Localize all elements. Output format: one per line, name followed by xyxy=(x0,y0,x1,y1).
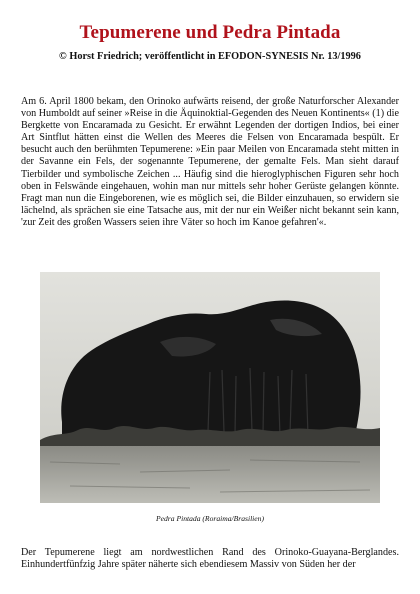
paragraph-1: Am 6. April 1800 bekam, den Orinoko aufwärts reisend, der große Naturforscher Alexander von Humboldt auf seiner »Reise in die Äquinoktial-Gegenden des Neuen Kontinents« (1) die Bergkette von Encaramada zu Gesicht. Er erwähnt Legenden der dortigen Indios, bei einer Art Sintflut hätten einst die Wellen des Meeres die Felsen von Encaramada bespült. Er besucht auch den berühmten Tepumerene: »Ein paar Meilen von Encaramada steht mitten in der Savanne ein Fels, der sogenannte Tepumerene, der gemalte Fels. Man sieht darauf Tierbilder und symbolische Zeichen ... Häufig sind die hieroglyphischen Figuren sehr hoch oben in Felswände eingehauen, wohin man nur mittels sehr hoher Gerüste gelangen könnte. Fragt man nun die Eingeborenen, wie es möglich sei, die Bilder einzuhauen, so erwidern sie lächelnd, als sprächen sie eine Tatsache aus, mit der nur ein Weißer nicht bekannt sein kann, 'zur Zeit des großen Wassers seien ihre Väter so hoch im Kanoe gefahren'«. xyxy=(21,96,399,228)
page-subtitle: © Horst Friedrich; veröffentlicht in EFODON-SYNESIS Nr. 13/1996 xyxy=(59,51,361,62)
article-body-continued xyxy=(21,547,399,571)
rock-photo-illustration xyxy=(40,272,380,503)
page-title: Tepumerene und Pedra Pintada xyxy=(79,22,341,43)
paragraph-2: Der Tepumerene liegt am nordwestlichen Rand des Orinoko-Guayana-Berglandes. Einhundertfünfzig Jahre später näherte sich ebendiesem Massiv von Süden her der xyxy=(21,547,399,571)
rock-photo xyxy=(40,272,380,503)
article-body xyxy=(21,96,399,229)
photo-caption: Pedra Pintada (Roraima/Brasilien) xyxy=(156,514,264,523)
